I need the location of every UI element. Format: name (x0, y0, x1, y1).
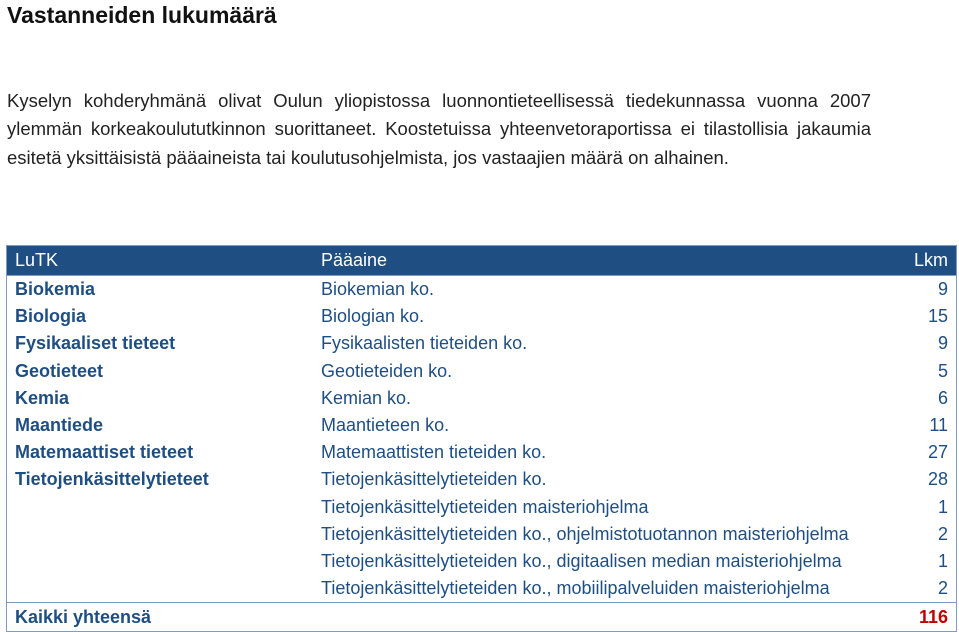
cell-dept: Geotieteet (15, 360, 104, 381)
cell-count: 5 (937, 360, 948, 381)
cell-dept: Fysikaaliset tieteet (15, 333, 176, 354)
cell-major: Matemaattisten tieteiden ko. (321, 442, 547, 463)
total-label: Kaikki yhteensä (15, 606, 152, 627)
header-lutk: LuTK (15, 250, 59, 270)
table-row (7, 303, 956, 330)
cell-major: Maantieteen ko. (321, 415, 450, 436)
cell-count: 2 (937, 523, 948, 544)
cell-major: Tietojenkäsittelytieteiden ko., mobiilipalveluiden maisteriohjelma (321, 578, 830, 599)
cell-dept: Biologia (15, 306, 86, 327)
table-row (7, 358, 956, 385)
table-body (7, 276, 956, 602)
total-value: 116 (918, 606, 948, 627)
cell-count: 27 (927, 442, 948, 463)
table-row (7, 494, 956, 521)
cell-count: 1 (937, 550, 948, 571)
header-paaaine: Pääaine (321, 250, 388, 270)
table-row (7, 439, 956, 466)
intro-paragraph: Kyselyn kohderyhmänä olivat Oulun yliopistossa luonnontieteellisessä tiedekunnassa vuonna 2007 ylemmän korkeakoulututkinnon suorittaneet. Koostetuissa yhteenvetoraportissa ei tilastollisia jakaumia esitetä yksittäisistä pääaineista tai koulutusohjelmista, jos vastaajien määrä on alhainen. (7, 90, 871, 168)
table-row (7, 521, 956, 548)
cell-major: Biokemian ko. (321, 279, 435, 300)
cell-dept: Kemia (15, 387, 70, 408)
table-row (7, 330, 956, 357)
table-row (7, 548, 956, 575)
table-row (7, 276, 956, 303)
table-row (7, 412, 956, 439)
cell-major: Kemian ko. (321, 387, 412, 408)
cell-dept: Biokemia (15, 279, 96, 300)
total-row (7, 602, 956, 631)
cell-major: Tietojenkäsittelytieteiden ko., ohjelmistotuotannon maisteriohjelma (321, 523, 849, 544)
respondents-table (6, 245, 957, 632)
table-header (7, 246, 956, 276)
cell-count: 9 (937, 333, 948, 354)
cell-count: 2 (937, 578, 948, 599)
cell-count: 9 (937, 279, 948, 300)
cell-count: 6 (937, 387, 948, 408)
cell-dept: Maantiede (15, 415, 104, 436)
cell-count: 11 (929, 415, 948, 436)
cell-major: Tietojenkäsittelytieteiden ko. (321, 469, 547, 490)
cell-major: Tietojenkäsittelytieteiden maisteriohjelma (321, 496, 649, 517)
page-title: Vastanneiden lukumäärä (7, 2, 277, 28)
cell-dept: Matemaattiset tieteet (15, 442, 194, 463)
cell-count: 15 (927, 306, 948, 327)
cell-count: 28 (927, 469, 948, 490)
table-row (7, 466, 956, 493)
cell-major: Biologian ko. (321, 306, 425, 327)
table-row (7, 385, 956, 412)
cell-major: Fysikaalisten tieteiden ko. (321, 333, 528, 354)
cell-count: 1 (937, 496, 948, 517)
cell-dept: Tietojenkäsittelytieteet (15, 469, 209, 490)
table-row (7, 575, 956, 602)
cell-major: Geotieteiden ko. (321, 360, 453, 381)
header-lkm: Lkm (913, 250, 948, 270)
cell-major: Tietojenkäsittelytieteiden ko., digitaalisen median maisteriohjelma (321, 550, 842, 571)
